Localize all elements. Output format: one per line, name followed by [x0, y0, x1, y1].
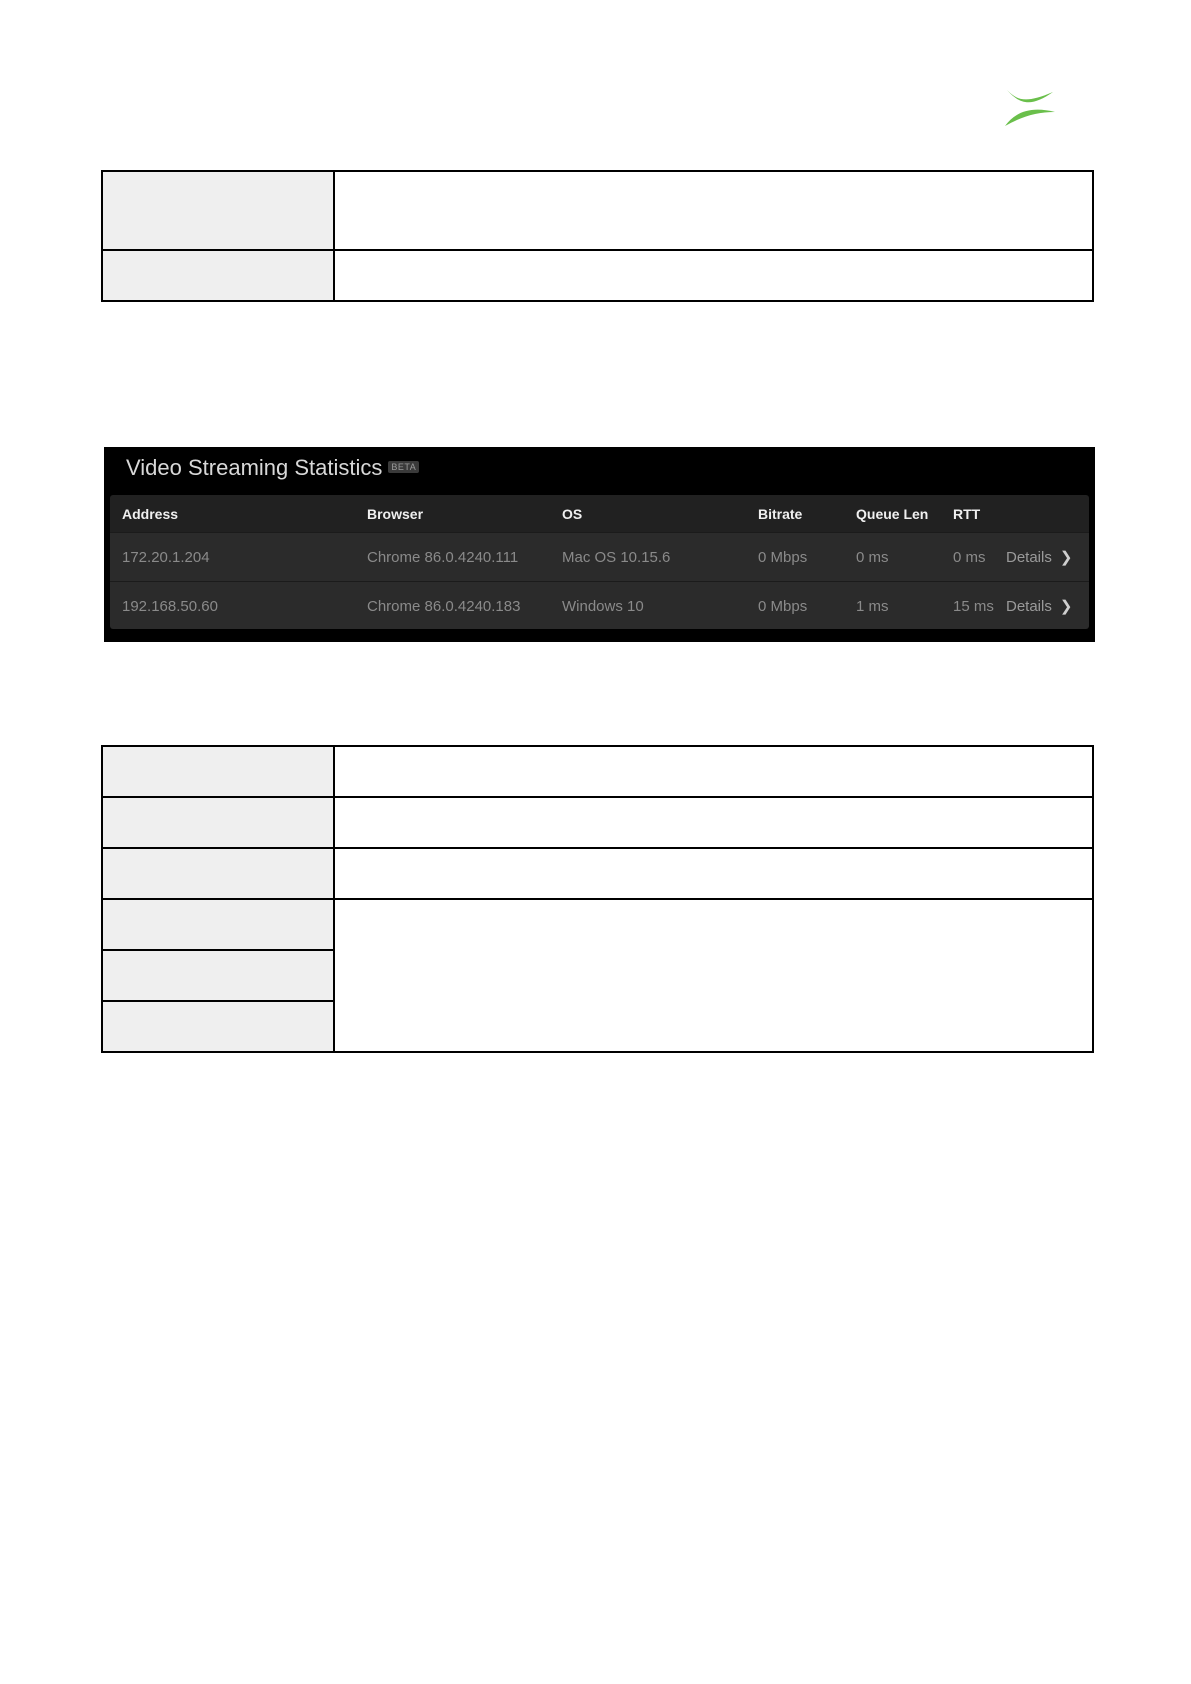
cell-os: Mac OS 10.15.6	[562, 548, 671, 566]
table-value-cell	[334, 250, 1093, 301]
cell-os: Windows 10	[562, 597, 644, 615]
column-header-rtt: RTT	[953, 505, 981, 522]
stats-table	[110, 495, 1089, 629]
panel-title	[126, 455, 419, 481]
table-row	[102, 171, 1093, 250]
cell-rtt: 0 ms	[953, 548, 986, 566]
table-label-cell	[102, 848, 334, 899]
cell-address: 172.20.1.204	[122, 548, 210, 566]
panel-title-text: Video Streaming Statistics	[126, 455, 383, 480]
cell-queue-len: 0 ms	[856, 548, 889, 566]
table-value-cell	[334, 899, 1093, 1052]
column-header-queue-len: Queue Len	[856, 505, 929, 522]
table-row	[102, 848, 1093, 899]
video-streaming-statistics-panel	[104, 447, 1095, 642]
cell-bitrate: 0 Mbps	[758, 548, 808, 566]
table-value-cell	[334, 746, 1093, 797]
table-row	[102, 250, 1093, 301]
table-row	[110, 581, 1089, 629]
details-label: Details	[1006, 598, 1052, 615]
column-header-os: OS	[562, 505, 583, 522]
cell-bitrate: 0 Mbps	[758, 597, 808, 615]
details-label: Details	[1006, 549, 1052, 566]
cell-browser: Chrome 86.0.4240.183	[367, 597, 521, 615]
table-row	[102, 746, 1093, 797]
chevron-right-icon: ❯	[1059, 549, 1073, 566]
table-label-cell	[102, 746, 334, 797]
table-row	[102, 899, 1093, 950]
column-header-address: Address	[122, 505, 179, 522]
beta-badge: BETA	[388, 461, 419, 473]
cell-address: 192.168.50.60	[122, 597, 218, 615]
company-logo	[1003, 86, 1057, 130]
table-row	[102, 797, 1093, 848]
cell-queue-len: 1 ms	[856, 597, 889, 615]
table-label-cell	[102, 950, 334, 1001]
table-value-cell	[334, 848, 1093, 899]
details-link[interactable]	[1006, 548, 1072, 566]
info-table-bottom	[101, 745, 1094, 1053]
chevron-right-icon: ❯	[1059, 598, 1073, 615]
cell-browser: Chrome 86.0.4240.111	[367, 548, 519, 566]
cell-rtt: 15 ms	[953, 597, 994, 615]
table-value-cell	[334, 171, 1093, 250]
table-label-cell	[102, 1001, 334, 1052]
column-header-browser: Browser	[367, 505, 424, 522]
table-label-cell	[102, 171, 334, 250]
table-label-cell	[102, 899, 334, 950]
table-label-cell	[102, 250, 334, 301]
table-label-cell	[102, 797, 334, 848]
table-row	[110, 532, 1089, 581]
table-value-cell	[334, 797, 1093, 848]
column-header-bitrate: Bitrate	[758, 505, 803, 522]
details-link[interactable]	[1006, 597, 1072, 615]
table-header-row	[110, 495, 1089, 532]
info-table-top	[101, 170, 1094, 302]
